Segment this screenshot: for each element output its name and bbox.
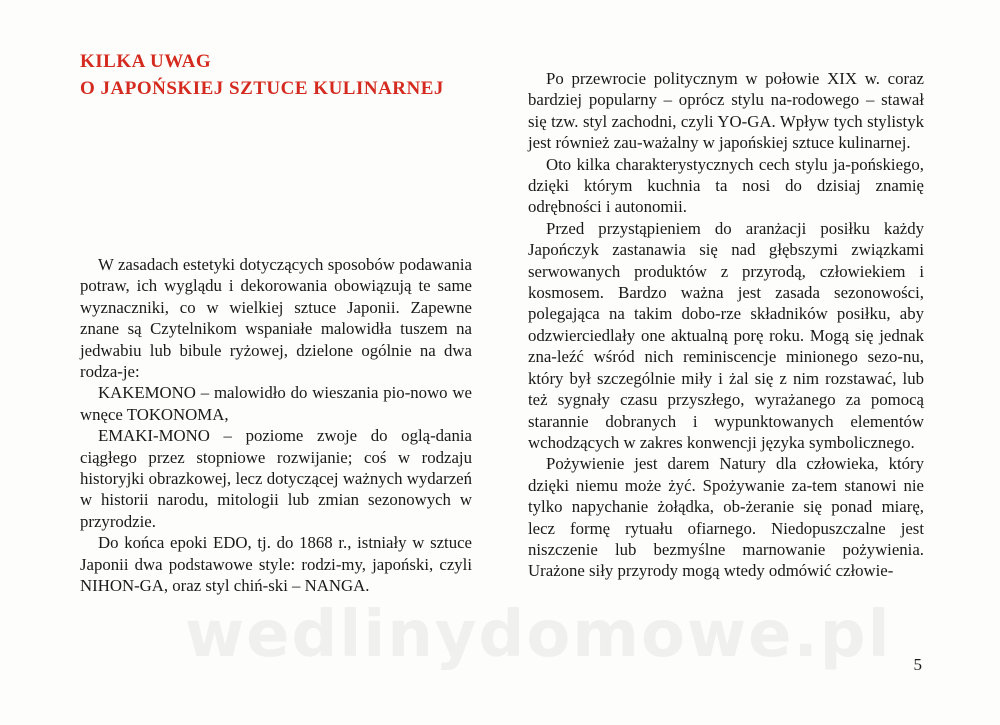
- paragraph: KAKEMONO – malowidło do wieszania pio-nowo we wnęce TOKONOMA,: [80, 383, 472, 424]
- right-column: [528, 68, 924, 582]
- paragraph: Pożywienie jest darem Natury dla człowieka, który dzięki niemu może żyć. Spożywanie za-tem stanowi nie tylko napychanie żołądka, ob-żeranie się ponad miarę, lecz formę rytuału ofiarnego. Niedopuszczalne jest niszczenie lub bezmyślne marnowanie pożywienia. Urażone siły przyrody mogą wtedy odmówić człowie-: [528, 454, 924, 581]
- watermark: wedlinydomowe.pl: [185, 598, 892, 672]
- paragraph: EMAKI-MONO – poziome zwoje do oglą-dania ciągłego przez stopniowe rozwijanie; coś w rodzaju historyjki obrazkowej, lecz dotyczącej ważnych wydarzeń w historii narodu, mitologii lub zmian sezonowych w przyrodzie.: [80, 426, 472, 531]
- left-column: [80, 48, 472, 597]
- paragraph: Po przewrocie politycznym w połowie XIX w. coraz bardziej popularny – oprócz stylu na-rodowego – stawał się tzw. styl zachodni, czyli YO-GA. Wpływ tych stylistyk jest również zau-ważalny w japońskiej sztuce kulinarnej.: [528, 69, 924, 153]
- paragraph: W zasadach estetyki dotyczących sposobów podawania potraw, ich wyglądu i dekorowania obowiązują te same wyznaczniki, co w wielkiej sztuce Japonii. Zapewne znane są Czytelnikom wspaniałe malowidła tuszem na jedwabiu lub bibule ryżowej, dzielone ogólnie na dwa rodza-je:: [80, 255, 472, 382]
- section-heading: KILKA UWAG O JAPOŃSKIEJ SZTUCE KULINARNEJ: [80, 51, 444, 99]
- paragraph: Oto kilka charakterystycznych cech stylu ja-pońskiego, dzięki którym kuchnia ta nosi do dzisiaj znamię odrębności i autonomii.: [528, 154, 924, 217]
- paragraph: Do końca epoki EDO, tj. do 1868 r., istniały w sztuce Japonii dwa podstawowe style: rodzi-my, japoński, czyli NIHON-GA, oraz styl chiń-ski – NANGA.: [80, 533, 472, 596]
- paragraph: Przed przystąpieniem do aranżacji posiłku każdy Japończyk zastanawia się nad głębszymi związkami serwowanych produktów z przyrodą, człowiekiem i kosmosem. Bardzo ważna jest zasada sezonowości, polegająca na takim dobo-rze składników posiłku, aby odzwierciedlały one aktualną porę roku. Mogą się jednak zna-leźć wśród nich reminiscencje minionego sezo-nu, który był szczególnie miły i żal się z nim rozstawać, lub też sygnały czasu przyszłego, wyrażanego za pomocą starannie dobranych i wypunktowanych elementów wchodzących w zakres konwencji języka symbolicznego.: [528, 218, 924, 452]
- page-number: 5: [913, 655, 922, 674]
